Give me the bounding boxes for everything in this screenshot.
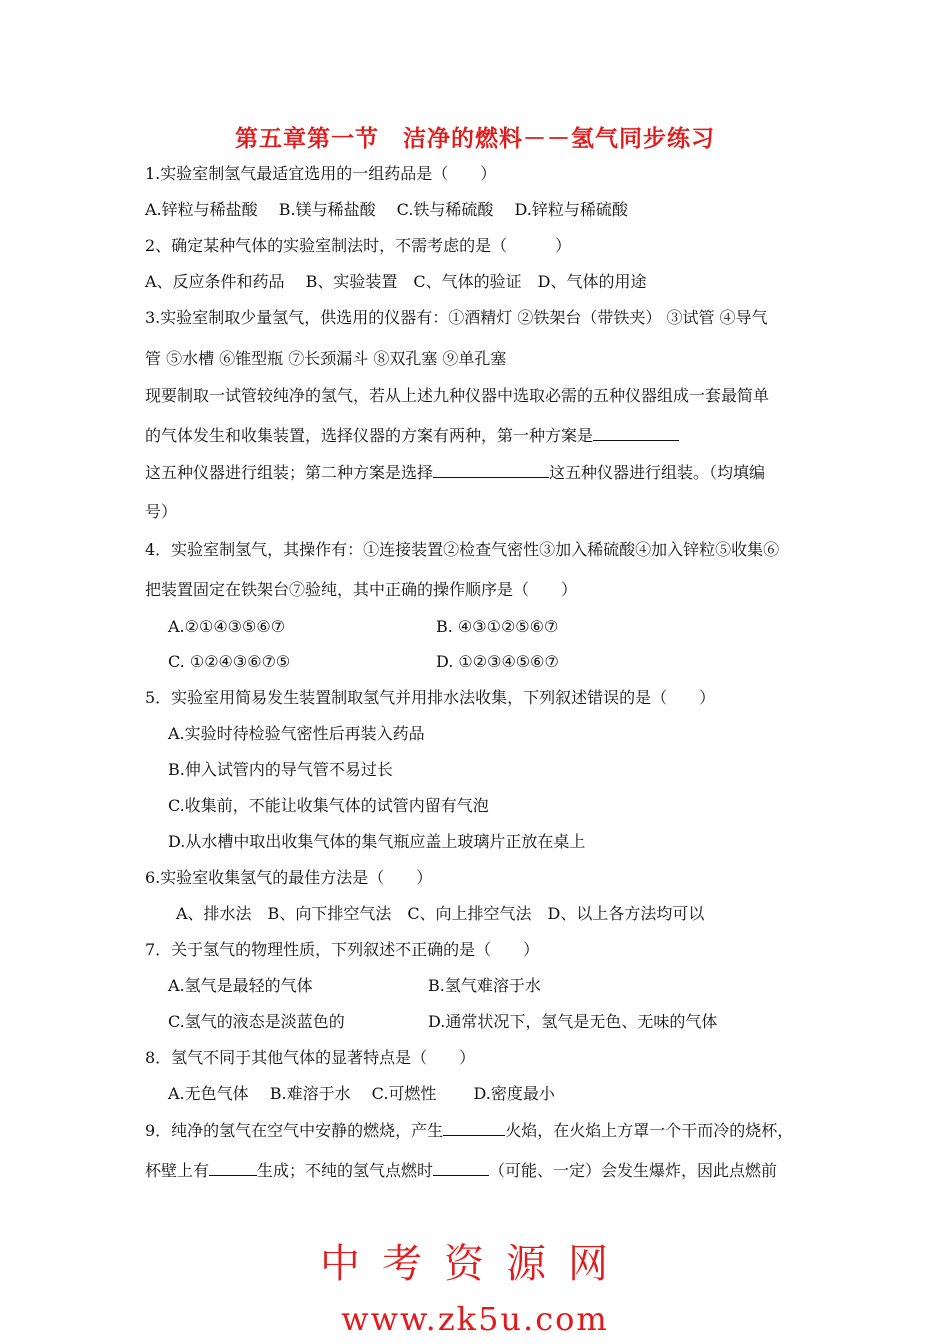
question-3-line-2: 管 ⑤水槽 ⑥锥型瓶 ⑦长颈漏斗 ⑧双孔塞 ⑨单孔塞 (145, 349, 507, 368)
question-3-line-5 (145, 462, 765, 484)
answer-blank[interactable] (209, 1161, 257, 1176)
question-7-option-a: A.氢气是最轻的气体 (168, 976, 313, 995)
question-9-line-2 (145, 1160, 777, 1182)
question-6-options: A、排水法 B、向下排空气法 C、向上排空气法 D、以上各方法均可以 (176, 904, 705, 923)
question-3-line-4 (145, 425, 679, 447)
answer-blank[interactable] (433, 1161, 489, 1176)
question-9-line-1-text-b: 火焰，在火焰上方罩一个干而冷的烧杯， (505, 1121, 794, 1140)
question-4-option-d: D. ①②③④⑤⑥⑦ (436, 652, 559, 671)
question-9-line-1-text-a: 9．纯净的氢气在空气中安静的燃烧，产生 (145, 1121, 444, 1140)
question-4-line-2: 把装置固定在铁架台⑦验纯，其中正确的操作顺序是（ ） (145, 580, 578, 599)
question-5-option-d: D.从水槽中取出收集气体的集气瓶应盖上玻璃片正放在桌上 (168, 832, 586, 851)
question-3-line-3: 现要制取一试管较纯净的氢气，若从上述九种仪器中选取必需的五种仪器组成一套最简单 (145, 386, 770, 405)
question-9-line-2-text-c: （可能、一定）会发生爆炸，因此点燃前 (489, 1161, 778, 1180)
question-5-option-b: B.伸入试管内的导气管不易过长 (168, 760, 393, 779)
page-title: 第五章第一节 洁净的燃料－－氢气同步练习 (235, 126, 715, 152)
question-1-options: A.锌粒与稀盐酸 B.镁与稀盐酸 C.铁与稀硫酸 D.锌粒与稀硫酸 (145, 200, 628, 219)
question-9-line-2-text-a: 杯壁上有 (145, 1161, 210, 1180)
question-5-option-a: A.实验时待检验气密性后再装入药品 (168, 724, 425, 743)
question-3-line-5-text-b: 这五种仪器进行组装。（均填编 (549, 463, 766, 482)
question-4-option-a: A.②①④③⑤⑥⑦ (168, 617, 286, 636)
question-2-stem: 2、确定某种气体的实验室制法时，不需考虑的是（ ） (145, 236, 572, 255)
question-5-option-c: C.收集前，不能让收集气体的试管内留有气泡 (168, 796, 489, 815)
question-2-options: A、反应条件和药品 B、实验装置 C、气体的验证 D、气体的用途 (145, 272, 647, 291)
question-6-stem: 6.实验室收集氢气的最佳方法是（ ） (145, 868, 433, 887)
question-3-line-6: 号） (145, 502, 178, 521)
question-7-option-c: C.氢气的液态是淡蓝色的 (168, 1012, 345, 1031)
question-3-line-4-text: 的气体发生和收集装置，选择仪器的方案有两种，第一种方案是 (145, 426, 594, 445)
answer-blank[interactable] (443, 1121, 505, 1136)
question-4-line-1: 4．实验室制氢气，其操作有：①连接装置②检查气密性③加入稀硫酸④加入锌粒⑤收集⑥ (145, 540, 780, 559)
question-7-option-b: B.氢气难溶于水 (428, 976, 541, 995)
question-7-stem: 7．关于氢气的物理性质，下列叙述不正确的是（ ） (145, 940, 540, 959)
question-3-line-1: 3.实验室制取少量氢气，供选用的仪器有：①酒精灯 ②铁架台（带铁夹） ③试管 ④导气 (145, 308, 768, 327)
question-4-option-b: B. ④③①②⑤⑥⑦ (436, 617, 559, 636)
question-8-options: A.无色气体 B.难溶于水 C.可燃性 D.密度最小 (168, 1084, 555, 1103)
watermark-site-name: 中考资源网 (320, 1241, 630, 1287)
question-1-stem: 1.实验室制氢气最适宜选用的一组药品是（ ） (145, 164, 497, 183)
question-9-line-2-text-b: 生成；不纯的氢气点燃时 (257, 1161, 434, 1180)
answer-blank[interactable] (593, 426, 679, 441)
question-9-line-1 (145, 1120, 793, 1142)
answer-blank[interactable] (433, 463, 549, 478)
question-5-stem: 5．实验室用简易发生装置制取氢气并用排水法收集，下列叙述错误的是（ ） (145, 688, 716, 707)
question-3-line-5-text-a: 这五种仪器进行组装；第二种方案是选择 (145, 463, 434, 482)
watermark-url: www.zk5u.com (341, 1300, 609, 1338)
question-4-option-c: C. ①②④③⑥⑦⑤ (168, 652, 291, 671)
question-8-stem: 8．氢气不同于其他气体的显著特点是（ ） (145, 1048, 476, 1067)
question-7-option-d: D.通常状况下，氢气是无色、无味的气体 (428, 1012, 718, 1031)
